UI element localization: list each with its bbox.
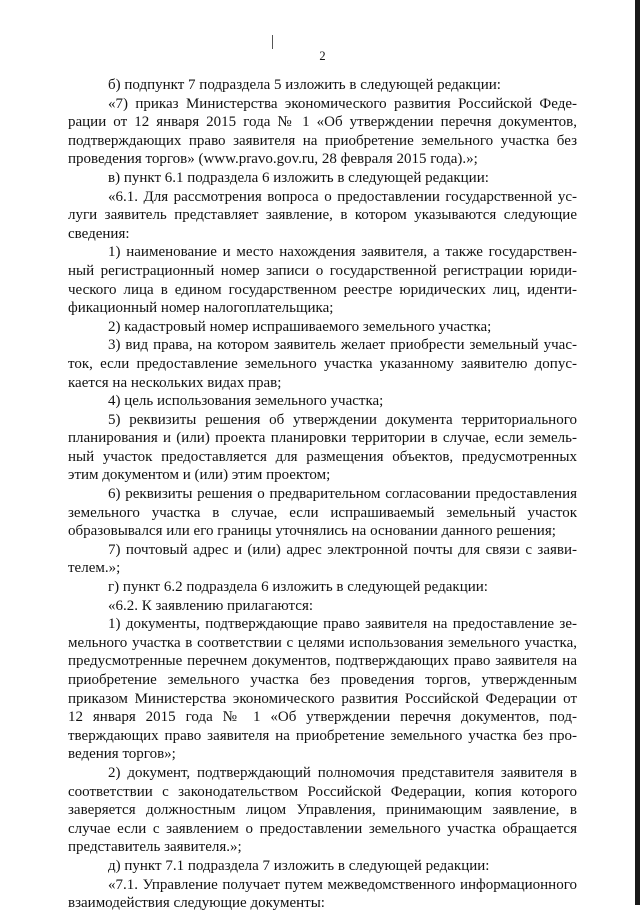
paragraph-6-1-item-2: 2) кадастровый номер испрашиваемого земельного участка; [108, 318, 492, 335]
paragraph-7-1: «7.1. Управление получает путем межведомственного информационного взаимодействия следующие документы: [68, 876, 577, 912]
paragraph-6-2-item-2: 2) документ, подтверждающий полномочия представителя заявителя в соответствии с законодательством Российской Федерации, копия которого заверяется должностным лицом Управления, принимающим заявление, в случае если с заявлением о предоставлении земельного участка обращается представитель заявителя.»; [68, 764, 577, 856]
paragraph-item-7: «7) приказ Министерства экономического развития Российской Федерации от 12 января 2015 года № 1 «Об утверждении перечня документов, подтверждающих право заявителя на приобретение земельного участка без проведения торгов» (www.pravo.gov.ru, 28 февраля 2015 года).»; [68, 95, 577, 168]
scan-edge [635, 0, 640, 905]
paragraph-6-1-item-1: 1) наименование и место нахождения заявителя, а также государственный регистрационный номер записи о государственной регистрации юридического лица в едином государственном реестре юридических лиц, идентификационный номер налогоплательщика; [68, 244, 577, 317]
paragraph-6-1-item-3: 3) вид права, на котором заявитель желает приобрести земельный участок, если предоставление земельного участка указанному заявителю допускается на нескольких видах прав; [68, 337, 577, 391]
document-body [68, 76, 577, 913]
paragraph-6-1-item-6: 6) реквизиты решения о предварительном согласовании предоставления земельного участка в случае, если испрашиваемый земельный участок образовывался или его границы уточнялись на основании данного решения; [68, 486, 577, 540]
paragraph-6-1-item-4: 4) цель использования земельного участка; [108, 393, 384, 410]
paragraph-6-1: «6.1. Для рассмотрения вопроса о предоставлении государственной услуги заявитель представляет заявление, в котором указываются следующие сведения: [68, 188, 577, 242]
paragraph-6-1-item-5: 5) реквизиты решения об утверждении документа территориального планирования и (или) проекта планировки территории в случае, если земельный участок предоставляется для размещения объектов, предусмотренных этим документом и (или) этим проектом; [68, 411, 577, 484]
paragraph-b: б) подпункт 7 подраздела 5 изложить в следующей редакции: [108, 77, 501, 93]
paragraph-6-2-item-1: 1) документы, подтверждающие право заявителя на предоставление земельного участка в соответствии с целями использования земельного участка, предусмотренные перечнем документов, подтверждающих право заявителя на приобретение земельного участка без проведения торгов, утвержденным приказом Министерства экономического развития Российской Федерации от 12 января 2015 года № 1 «Об утверждении перечня документов, подтверждающих право заявителя на приобретение земельного участка без проведения торгов»; [68, 616, 577, 763]
paragraph-g: г) пункт 6.2 подраздела 6 изложить в следующей редакции: [108, 579, 488, 596]
paragraph-v: в) пункт 6.1 подраздела 6 изложить в следующей редакции: [108, 169, 489, 186]
paragraph-d: д) пункт 7.1 подраздела 7 изложить в следующей редакции: [108, 857, 490, 874]
page-number: 2 [319, 49, 326, 63]
document-page [68, 0, 577, 912]
paragraph-6-1-item-7: 7) почтовый адрес и (или) адрес электронной почты для связи с заявителем.»; [68, 541, 577, 577]
punch-mark [272, 35, 273, 49]
paragraph-6-2: «6.2. К заявлению прилагаются: [108, 597, 314, 614]
